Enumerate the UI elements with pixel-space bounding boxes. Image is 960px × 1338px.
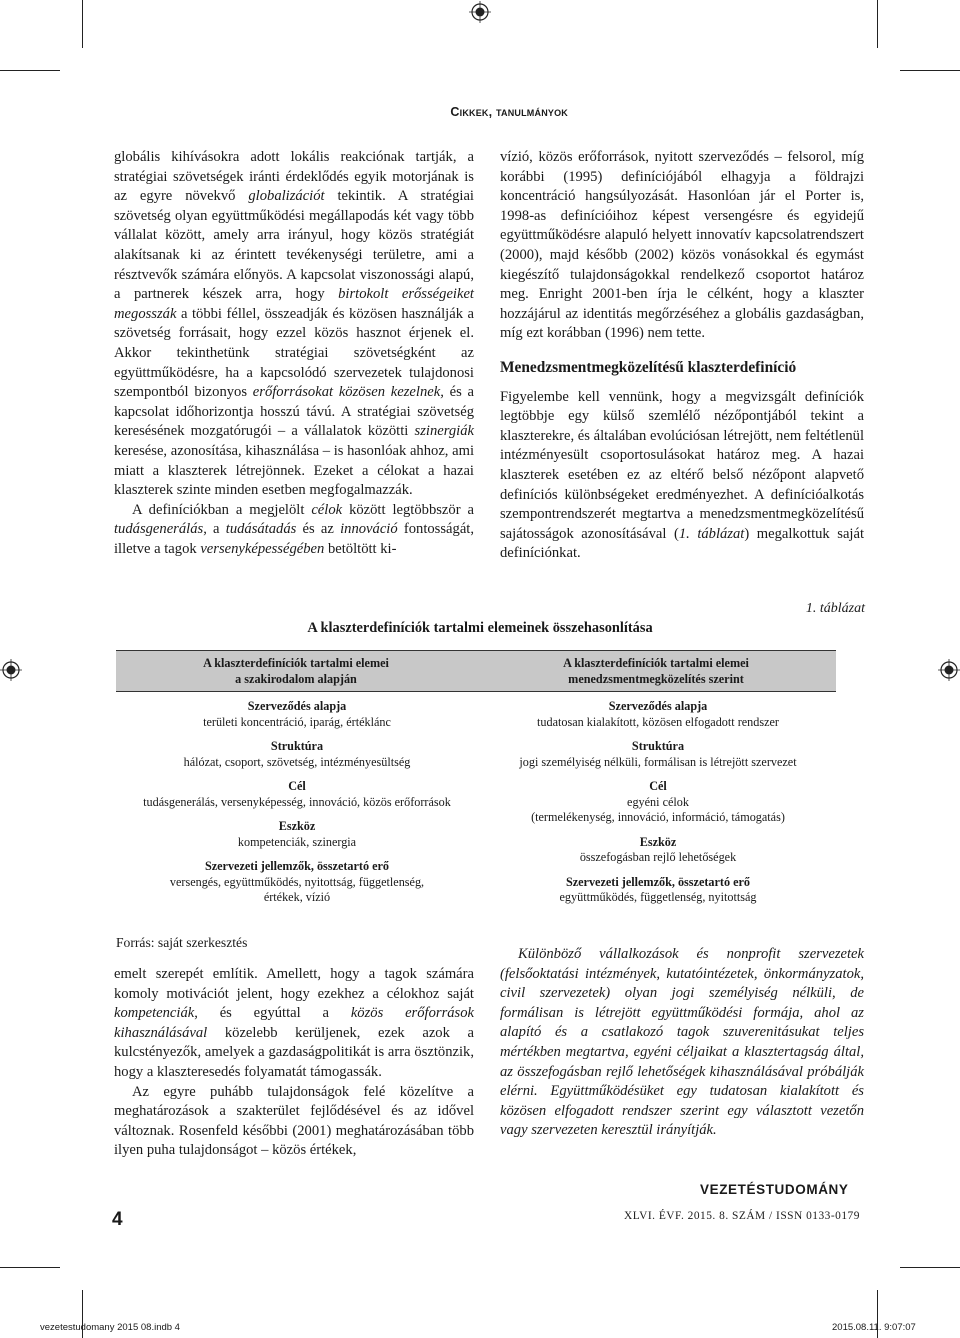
table-cell-value: együttműködés, függetlenség, nyitottság: [559, 890, 757, 904]
table-cell-heading: Struktúra: [270, 739, 324, 753]
table-cell: [116, 779, 478, 810]
table-cell-value: egyéni célok: [627, 794, 689, 809]
paragraph: [500, 945, 864, 1141]
registration-mark-icon: [938, 659, 960, 681]
text-run: a többi féllel, összeadják és közösen használják a szövetség forrásait, hogy ezzel közös hasznot érjenek el. Akkor tekinthetünk stratégiai szövetségként az együttműködésre, ha a kapcsolódó szervezetek tulajdonosi szempontból bizonyos: [114, 305, 474, 401]
table-cell: [116, 819, 478, 850]
table-header-right: A klaszterdefiníciók tartalmi elemei menedzsmentmegközelítés szerint: [563, 656, 749, 686]
crop-mark: [900, 1267, 960, 1268]
table-cell-value: versengés, együttműködés, nyitottság, függetlenség,: [169, 874, 425, 889]
text-run: erőforrásokat közösen kezelnek,: [252, 384, 444, 401]
table-column-left: [116, 699, 478, 915]
text-run: kompetenciák: [114, 1005, 195, 1022]
text-run: célok: [311, 501, 343, 518]
registration-mark-icon: [469, 1, 491, 23]
text-run: betöltött ki-: [324, 540, 397, 557]
comparison-table: [116, 650, 836, 931]
table-cell-heading: Struktúra: [631, 739, 685, 753]
right-column-bottom-text: [500, 945, 864, 1141]
page-number: 4: [112, 1209, 123, 1230]
table-cell: [478, 739, 838, 770]
text-run: 1. táblázat: [678, 525, 745, 542]
text-run: Figyelembe kell vennünk, hogy a megvizsgált definíciók legtöbbje egy külső szemlélő nézőpontjából tekint a klaszterekre, és általában evolúciósan létrejött, nem feltétlenül intézményesült csoportosulásokat határoz meg. A hazai klaszterek esetében ez az eltérő belső nézőpont alapvető definíciós különbségeket eredményezhet. A definícióalkotás szempontrendszerét megtartva a menedzsmentmegközelítésű sajátosságok azonosításával (: [500, 388, 864, 542]
text-run: , a: [203, 521, 226, 538]
paragraph: [500, 388, 864, 564]
table-cell: [116, 739, 478, 770]
table-cell-value: értékek, vízió: [263, 890, 331, 904]
text-run: keresése, azonosítása, kihasználása – is hasonlóak ahhoz, ami miatt a klaszterek létrejönnek. Ezeket a célokat a hazai klaszterek szinte minden esetben megfogalmazzák.: [114, 442, 474, 499]
table-cell-heading: Szerveződés alapja: [608, 699, 708, 713]
table-cell-heading: Cél: [649, 779, 667, 793]
paragraph: [114, 501, 474, 560]
table-cell-value: tudatosan kialakított, közösen elfogadott rendszer: [537, 714, 779, 729]
table-cell-heading: Eszköz: [278, 819, 316, 833]
table-header-left: A klaszterdefiníciók tartalmi elemei a szakirodalom alapján: [203, 656, 389, 686]
table-column-right: [478, 699, 838, 915]
table-cell-heading: Szervezeti jellemzők, összetartó erő: [565, 874, 751, 889]
table-cell-value: jogi személyiség nélküli, formálisan is létrejött szervezet: [519, 754, 797, 769]
text-run: versenyképességében: [200, 540, 325, 557]
paragraph: [500, 148, 864, 344]
table-cell-value: (termelékenység, innováció, információ, támogatás): [531, 810, 785, 824]
journal-name: VEZETÉSTUDOMÁNY: [700, 1182, 849, 1197]
table-cell-heading: Szerveződés alapja: [247, 699, 347, 713]
text-run: A definíciókban a megjelölt: [132, 501, 312, 518]
slug-datetime: 2015.08.11. 9:07:07: [832, 1322, 916, 1333]
table-cell-value: kompetenciák, szinergia: [237, 834, 357, 849]
right-column-top-text: [500, 148, 864, 564]
text-run: közös erőforrások kihasználásával: [114, 1005, 474, 1041]
section-heading: Menedzsmentmegközelítésű klaszterdefiníció: [500, 358, 797, 376]
table-cell-heading: Cél: [288, 779, 306, 793]
text-run: tudásátadás: [225, 521, 297, 538]
text-run: fontosságát, illetve a tagok: [114, 521, 474, 557]
crop-mark: [0, 70, 60, 71]
text-run: Az egyre puhább tulajdonságok felé közelítve a meghatározások a szakterület fejlődésével és az idővel változnak. Rosenfeld későbbi (2001) meghatározásában több ilyen puha tulajdonságot – közös értékek,: [114, 1083, 474, 1159]
text-run: vízió, közös erőforrások, nyitott szerveződés – felsorol, míg korábbi (1995) definíciójából elhagyja a földrajzi koncentráció hangsúlyozását. Hasonlóan jár el Porter is, 1998-as definícióihoz képest versengésre és egyidejű együttműködésre alapuló helyett innovatív kapcsolatrendszert (2000), majd később (2002) közös vonásokkal és egymást kiegészítő tulajdonságokkal rendelkező csoportot határoz meg. Enright 2001-ben írja le célként, hogy a klaszter hozzájárul az identitás megőrzéséhez a globális gazdaságban, míg ezt korábban (1996) nem tette.: [500, 149, 864, 342]
text-run: birtokolt erősségeiket megosszák: [114, 286, 474, 322]
table-cell-value: hálózat, csoport, szövetség, intézményesültség: [183, 754, 411, 769]
text-run: , és egyúttal a: [194, 1005, 351, 1022]
text-run: tekintik. A stratégiai szövetség olyan együttműködési megállapodás két vagy több vállalat között, amely arra irányul, hogy közös stratégiát alakítsanak ki az érintett tevékenységi területre, ami a résztvevők számára előnyös. A kapcsolat viszonossági alapú, a partnerek készek arra, hogy: [114, 188, 474, 303]
text-run: ) megalkottuk saját definíciónkat.: [500, 525, 865, 562]
paragraph: [114, 148, 474, 501]
text-run: közelebb kerüljenek, ezek azok a kulcstényezők, amelyek a gazdaságpolitikát is arra ösztönzik, hogy a klaszteresedés folyamatát támogassák.: [114, 1024, 474, 1080]
table-source: Forrás: saját szerkesztés: [116, 935, 248, 950]
text-run: globális kihívásokra adott lokális reakciónak tartják, a stratégiai szövetségek iránti érdeklődés egyik motorjának is az egyre növekvő: [114, 149, 474, 205]
table-cell-value: tudásgenerálás, versenyképesség, innováció, közös erőforrások: [143, 794, 451, 809]
crop-mark: [82, 0, 83, 48]
crop-mark: [0, 1267, 60, 1268]
text-run: Különböző vállalkozások és nonprofit szervezetek (felsőoktatási intézmények, kutatóintézetek, önkormányzatok, civil szervezetek) olyan jogi személyiség nélküli, de formálisan is létrejött együttműködési formája, ahol az alapító és a csatlakozó tagok szuverenitásukat teljes mértékben megtartva, egyéni céljaikat a klasztertagság által, az összefogásban rejlő lehetőségek kihasználásával próbálják elérni. Együttműködésüket egy tudatosan kialakított és közösen elfogadott rendszer szerint egy választott vezetőn vagy szervezeten keresztül irányítják.: [500, 946, 864, 1139]
table-cell: [116, 859, 478, 906]
text-run: tudásgenerálás: [114, 521, 204, 538]
table-cell-heading: Szervezeti jellemzők, összetartó erő: [204, 859, 390, 873]
text-run: között legtöbbször a: [342, 501, 474, 518]
text-run: globalizációt: [248, 188, 325, 205]
registration-mark-icon: [0, 659, 22, 681]
table-cell-value: területi koncentráció, iparág, értéklánc: [203, 714, 391, 729]
paragraph: [114, 965, 474, 1083]
running-head: Cikkek, tanulmányok: [450, 105, 568, 119]
left-column-bottom-text: [114, 965, 474, 1161]
crop-mark: [877, 0, 878, 48]
table-cell: [478, 875, 838, 906]
table-number: 1. táblázat: [805, 601, 865, 616]
table-cell: [116, 699, 478, 730]
text-run: és a kapcsolat időhorizontja hosszú távú. A stratégiai szövetség keresésének mozgatórugói – a vállalatok közötti: [114, 384, 474, 440]
table-cell: [478, 699, 838, 730]
text-run: szinergiák: [414, 423, 474, 440]
table-cell-value: összefogásban rejlő lehetőségek: [579, 850, 737, 864]
issue-info: XLVI. ÉVF. 2015. 8. SZÁM / ISSN 0133-0179: [624, 1210, 860, 1222]
crop-mark: [900, 70, 960, 71]
text-run: innováció: [340, 521, 398, 538]
table-cell: [478, 779, 838, 826]
table-title: A klaszterdefiníciók tartalmi elemeinek összehasonlítása: [307, 620, 653, 636]
table-cell-heading: Eszköz: [639, 834, 677, 849]
left-column-top-text: [114, 148, 474, 559]
text-run: és az: [296, 521, 341, 538]
paragraph: [114, 1083, 474, 1161]
slug-file: vezetestudomany 2015 08.indb 4: [40, 1322, 180, 1333]
table-cell: [478, 835, 838, 866]
text-run: emelt szerepét említik. Amellett, hogy a tagok számára komoly motivációt jelent, hogy ezekhez a célokhoz saját: [114, 966, 474, 1002]
